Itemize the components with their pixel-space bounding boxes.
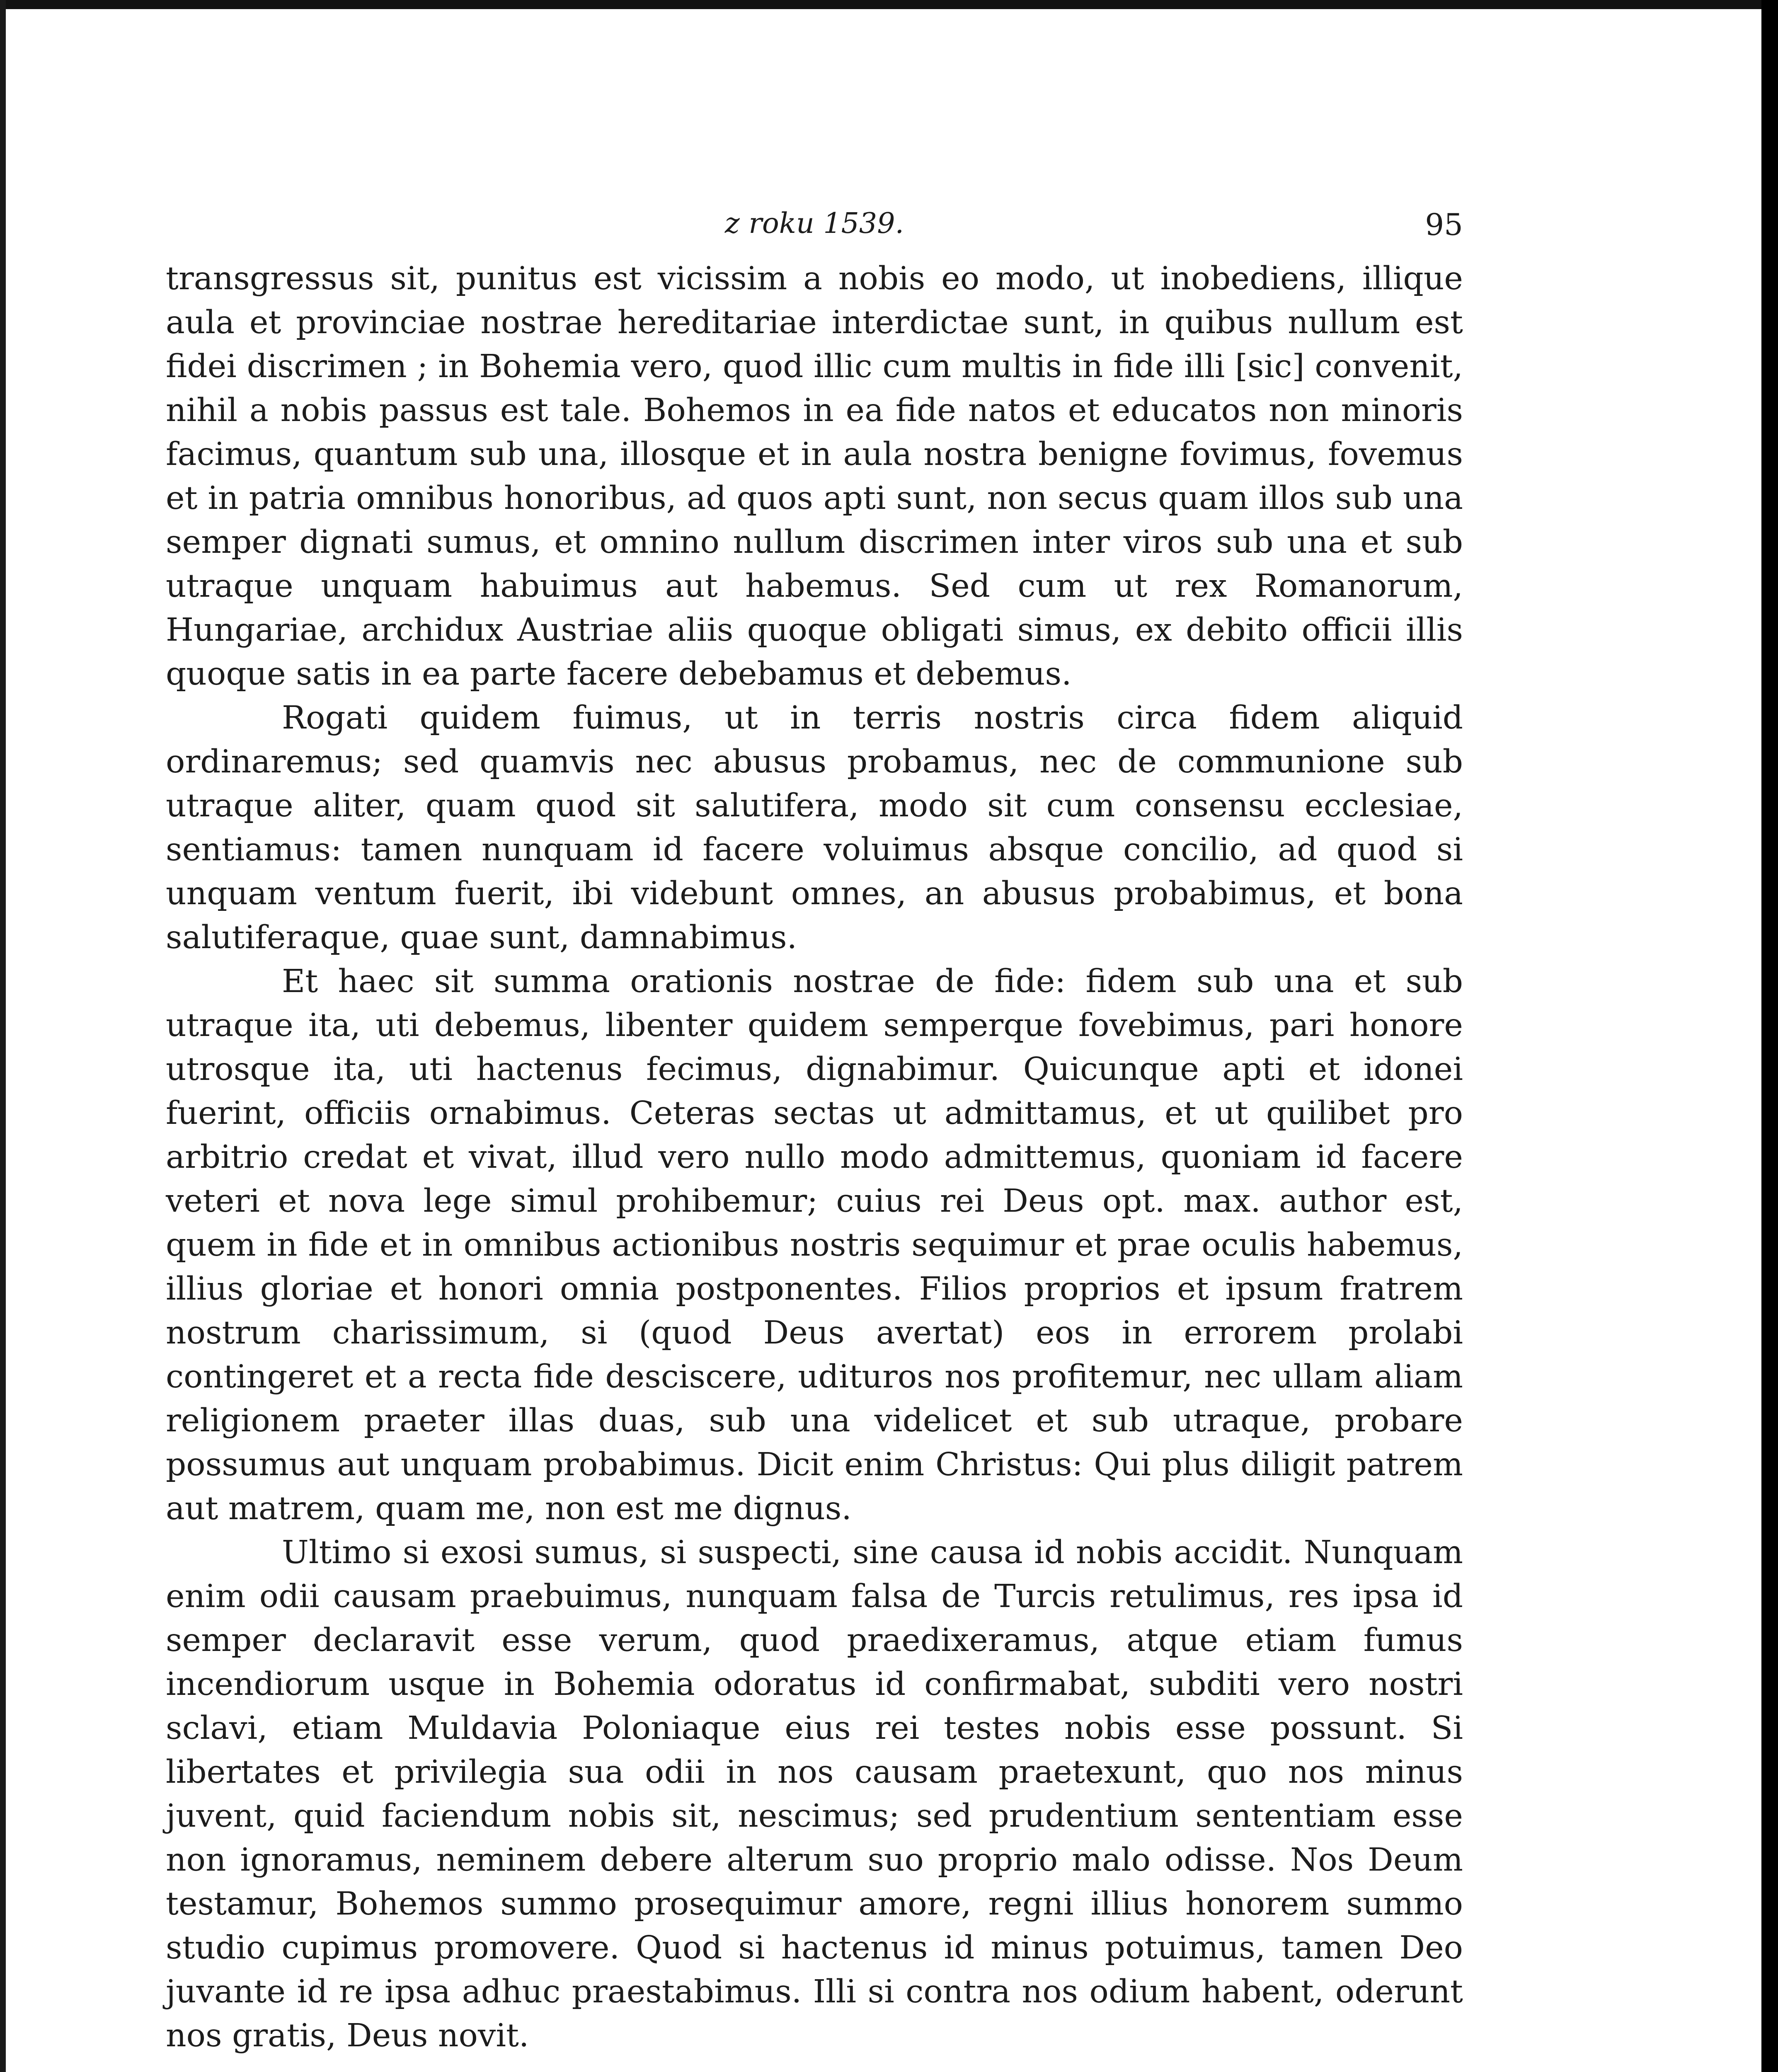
page-header [166, 199, 1463, 257]
body-text [166, 257, 1463, 2058]
scan-edge-top [0, 0, 1778, 9]
paragraph: transgressus sit, punitus est vicissim a nobis eo modo, ut inobediens, illique aula et provinciae nostrae hereditariae interdictae sunt, in quibus nullum est fidei discrimen ; in Bohemia vero, quod illic cum multis in fide illi [sic] convenit, nihil a nobis passus est tale. Bohemos in ea fide natos et educatos non minoris facimus, quantum sub una, illosque et in aula nostra benigne fovimus, fovemus et in patria omnibus honoribus, ad quos apti sunt, non secus quam illos sub una semper dignati sumus, et omnino nullum discrimen inter viros sub una et sub utraque unquam habuimus aut habemus. Sed cum ut rex Romanorum, Hungariae, archidux Austriae aliis quoque obligati simus, ex debito officii illis quoque satis in ea parte facere debebamus et debemus. [166, 260, 1463, 692]
document-page [166, 199, 1463, 2058]
paragraph: Rogati quidem fuimus, ut in terris nostris circa fidem aliquid ordinaremus; sed quamvis nec abusus probamus, nec de communione sub utraque aliter, quam quod sit salutifera, modo sit cum consensu ecclesiae, sentiamus: tamen nunquam id facere voluimus absque concilio, ad quod si unquam ventum fuerit, ibi videbunt omnes, an abusus probabimus, et bona salutiferaque, quae sunt, damnabimus. [166, 700, 1463, 956]
scan-edge-left [0, 0, 6, 2072]
page-number: 95 [1425, 207, 1463, 242]
paragraph: Et haec sit summa orationis nostrae de fide: fidem sub una et sub utraque ita, uti debemus, libenter quidem semperque fovebimus, pari honore utrosque ita, uti hactenus fecimus, dignabimur. Quicunque apti et idonei fuerint, officiis ornabimus. Ceteras sectas ut admittamus, et ut quilibet pro arbitrio credat et vivat, illud vero nullo modo admittemus, quoniam id facere veteri et nova lege simul prohibemur; cuius rei Deus opt. max. author est, quem in fide et in omnibus actionibus nostris sequimur et prae oculis habemus, illius gloriae et honori omnia postponentes. Filios proprios et ipsum fratrem nostrum charissimum, si (quod Deus avertat) eos in errorem prolabi contingeret et a recta fide desciscere, udituros nos profitemur, nec ullam aliam religionem praeter illas duas, sub una videlicet et sub utraque, probare possumus aut unquam probabimus. Dicit enim Christus: Qui plus diligit patrem aut matrem, quam me, non est me dignus. [166, 963, 1463, 1527]
running-title: z roku 1539. [724, 207, 904, 240]
scan-edge-right [1761, 0, 1778, 2072]
paragraph: Ultimo si exosi sumus, si suspecti, sine causa id nobis accidit. Nunquam enim odii causam praebuimus, nunquam falsa de Turcis retulimus, res ipsa id semper declaravit esse verum, quod praedixeramus, atque etiam fumus incendiorum usque in Bohemia odoratus id confirmabat, subditi vero nostri sclavi, etiam Muldavia Poloniaque eius rei testes nobis esse possunt. Si libertates et privilegia sua odii in nos causam praetexunt, quo nos minus juvent, quid faciendum nobis sit, nescimus; sed prudentium sententiam esse non ignoramus, neminem debere alterum suo proprio malo odisse. Nos Deum testamur, Bohemos summo prosequimur amore, regni illius honorem summo studio cupimus promovere. Quod si hactenus id minus potuimus, tamen Deo juvante id re ipsa adhuc praestabimus. Illi si contra nos odium habent, oderunt nos gratis, Deus novit. [166, 1534, 1463, 2054]
